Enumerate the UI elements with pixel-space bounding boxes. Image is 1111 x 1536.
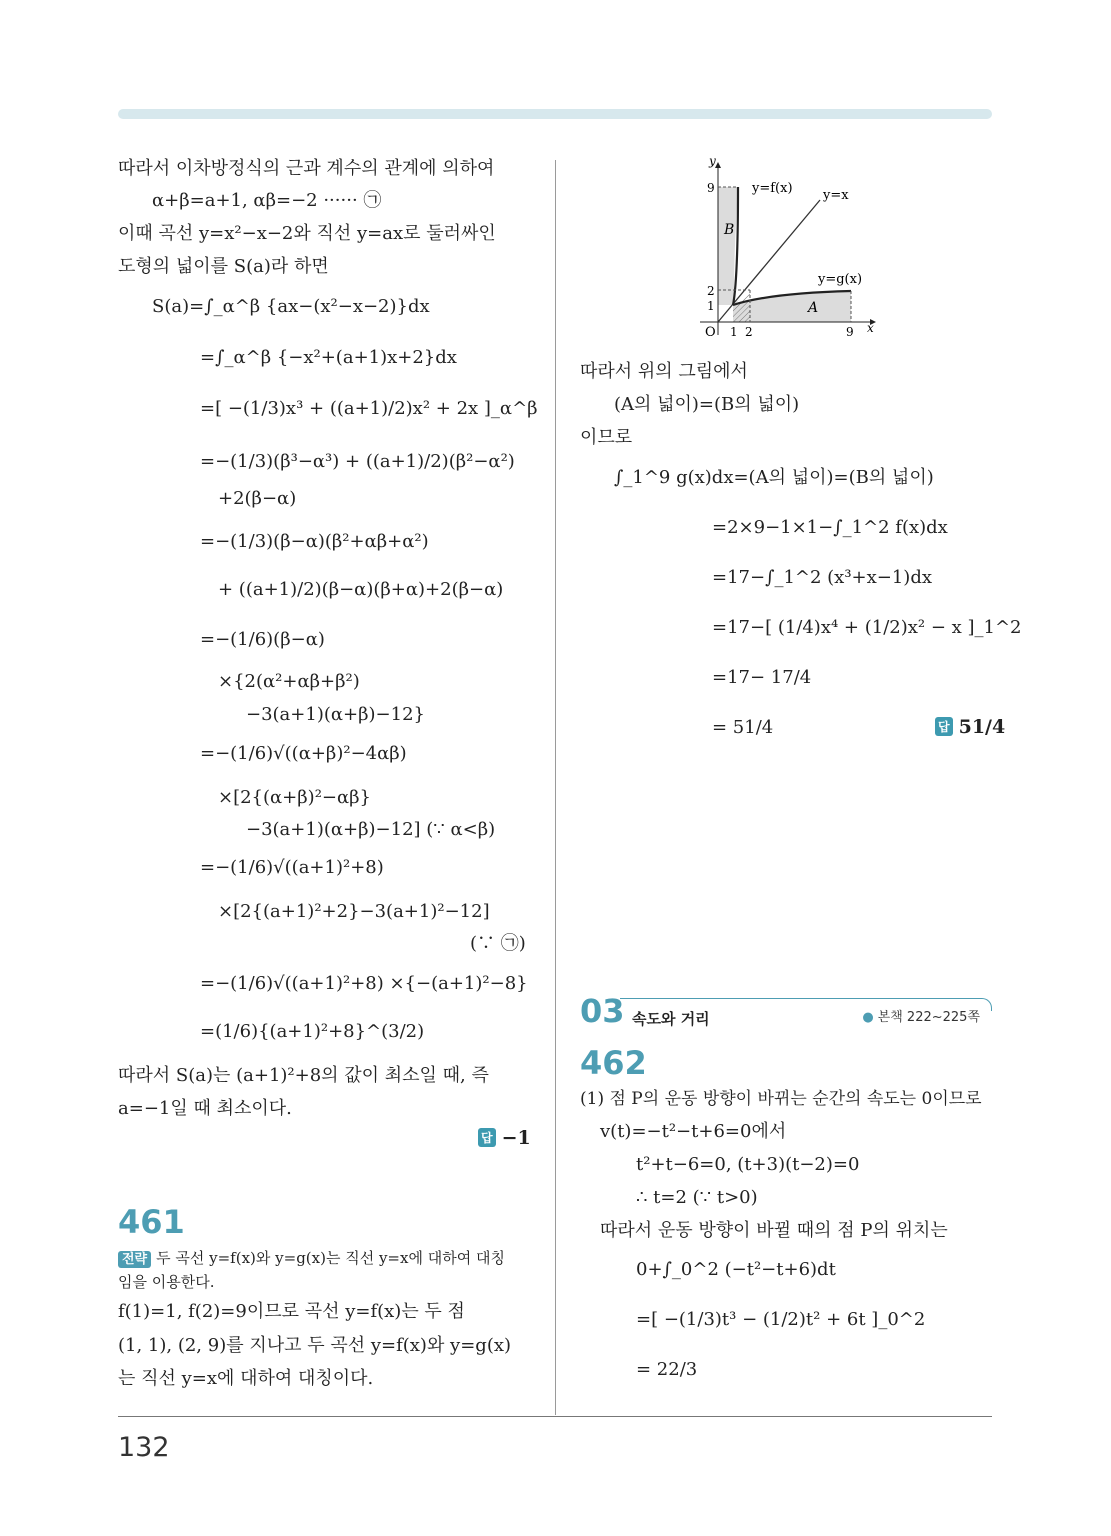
math-line: ×[2{(α+β)²−αβ} bbox=[218, 787, 372, 808]
text-line: 이때 곡선 y=x²−x−2와 직선 y=ax로 둘러싸인 bbox=[118, 223, 496, 244]
math-line: =−(1/6)√((a+1)²+8) ×{−(a+1)²−8} bbox=[200, 973, 528, 994]
text-line: a=−1일 때 최소이다. bbox=[118, 1098, 292, 1119]
section-header bbox=[580, 992, 992, 1032]
math-line: = 22/3 bbox=[636, 1359, 698, 1380]
region-a-label: A bbox=[808, 300, 819, 316]
y-axis-label: y bbox=[709, 154, 716, 168]
math-line: ∫_1^9 g(x)dx=(A의 넓이)=(B의 넓이) bbox=[614, 467, 934, 488]
origin-label: O bbox=[705, 325, 716, 340]
math-line: α+β=a+1, αβ=−2 ······ ㉠ bbox=[152, 190, 382, 211]
x-tick-2: 2 bbox=[745, 325, 753, 339]
answer-right bbox=[935, 716, 1005, 738]
top-decor-bar bbox=[118, 109, 992, 119]
math-line: −3(a+1)(α+β)−12] (∵ α<β) bbox=[246, 819, 496, 840]
math-line: ∴ t=2 (∵ t>0) bbox=[636, 1187, 758, 1208]
strategy-tag: 전략 bbox=[118, 1251, 151, 1268]
region-a-fill bbox=[733, 291, 851, 322]
answer-badge: 답 bbox=[935, 717, 953, 736]
answer-left bbox=[478, 1127, 531, 1149]
math-line: =(1/6){(a+1)²+8}^(3/2) bbox=[200, 1021, 425, 1042]
math-line: + ((a+1)/2)(β−α)(β+α)+2(β−α) bbox=[218, 579, 504, 600]
footer-rule bbox=[118, 1416, 992, 1417]
section-title: 속도와 거리 bbox=[632, 1010, 710, 1028]
y-axis-arrow bbox=[715, 162, 721, 168]
math-line: 0+∫_0^2 (−t²−t+6)dt bbox=[636, 1259, 836, 1280]
strategy-line: 두 곡선 y=f(x)와 y=g(x)는 직선 y=x에 대하여 대칭 bbox=[156, 1249, 505, 1267]
page-number: 132 bbox=[118, 1432, 170, 1463]
answer-badge: 답 bbox=[478, 1128, 496, 1147]
answer-value: 51/4 bbox=[958, 716, 1006, 738]
strategy-box bbox=[118, 1247, 505, 1293]
problem-number-462: 462 bbox=[580, 1044, 647, 1082]
math-line: v(t)=−t²−t+6=0에서 bbox=[600, 1121, 787, 1142]
math-line: ×{2(α²+αβ+β²) bbox=[218, 671, 360, 692]
y-tick-9: 9 bbox=[707, 181, 715, 195]
section-number: 03 bbox=[580, 992, 625, 1030]
text-line: 따라서 운동 방향이 바뀔 때의 점 P의 위치는 bbox=[600, 1220, 948, 1241]
math-line: ×[2{(a+1)²+2}−3(a+1)²−12] bbox=[218, 901, 490, 922]
math-line: =17−∫_1^2 (x³+x−1)dx bbox=[712, 567, 933, 588]
x-axis-label: x bbox=[867, 321, 874, 335]
curve-f-label: y=f(x) bbox=[752, 181, 793, 196]
section-rule bbox=[620, 998, 982, 999]
symmetry-graph bbox=[690, 150, 890, 345]
text-line: 따라서 위의 그림에서 bbox=[580, 361, 748, 382]
x-tick-9: 9 bbox=[846, 325, 854, 339]
section-rule-corner bbox=[981, 998, 992, 1011]
section-reference-text: 본책 222~225쪽 bbox=[877, 1010, 980, 1025]
math-line: =[ −(1/3)t³ − (1/2)t² + 6t ]_0^2 bbox=[636, 1309, 926, 1330]
y-tick-1: 1 bbox=[707, 299, 715, 313]
math-line: (∵ ㉠) bbox=[470, 933, 526, 954]
text-line: 따라서 S(a)는 (a+1)²+8의 값이 최소일 때, 즉 bbox=[118, 1065, 489, 1086]
text-line: 는 직선 y=x에 대하여 대칭이다. bbox=[118, 1368, 374, 1389]
math-line: −3(a+1)(α+β)−12} bbox=[246, 704, 425, 725]
column-divider bbox=[555, 160, 556, 1415]
math-line: =17− 17/4 bbox=[712, 667, 812, 688]
math-line: t²+t−6=0, (t+3)(t−2)=0 bbox=[636, 1154, 860, 1175]
math-line: =2×9−1×1−∫_1^2 f(x)dx bbox=[712, 517, 948, 538]
text-line: (1, 1), (2, 9)를 지나고 두 곡선 y=f(x)와 y=g(x) bbox=[118, 1335, 512, 1356]
math-line: +2(β−α) bbox=[218, 488, 297, 509]
problem-number-461: 461 bbox=[118, 1203, 185, 1241]
math-line: =−(1/6)√((α+β)²−4αβ) bbox=[200, 743, 407, 764]
curve-g-label: y=g(x) bbox=[818, 272, 863, 287]
text-line: 도형의 넓이를 S(a)라 하면 bbox=[118, 256, 329, 277]
math-line: S(a)=∫_α^β {ax−(x²−x−2)}dx bbox=[152, 296, 430, 317]
math-line: =∫_α^β {−x²+(a+1)x+2}dx bbox=[200, 347, 457, 368]
math-line: =−(1/3)(β−α)(β²+αβ+α²) bbox=[200, 531, 429, 552]
math-line: = 51/4 bbox=[712, 717, 774, 738]
text-line: 따라서 이차방정식의 근과 계수의 관계에 의하여 bbox=[118, 158, 495, 179]
math-line: =−(1/6)(β−α) bbox=[200, 629, 325, 650]
math-line: =17−[ (1/4)x⁴ + (1/2)x² − x ]_1^2 bbox=[712, 617, 1022, 638]
strategy-line: 임을 이용한다. bbox=[118, 1273, 215, 1291]
region-b-label: B bbox=[724, 222, 735, 238]
math-line: =−(1/6)√((a+1)²+8) bbox=[200, 857, 384, 878]
y-tick-2: 2 bbox=[707, 284, 715, 298]
section-reference bbox=[862, 1006, 980, 1025]
x-tick-1: 1 bbox=[730, 325, 738, 339]
math-line: =[ −(1/3)x³ + ((a+1)/2)x² + 2x ]_α^β bbox=[200, 398, 538, 419]
text-line: f(1)=1, f(2)=9이므로 곡선 y=f(x)는 두 점 bbox=[118, 1301, 465, 1322]
text-line: (1) 점 P의 운동 방향이 바뀌는 순간의 속도는 0이므로 bbox=[580, 1089, 982, 1109]
math-line: (A의 넓이)=(B의 넓이) bbox=[614, 394, 800, 415]
text-line: 이므로 bbox=[580, 427, 633, 448]
line-label: y=x bbox=[823, 188, 849, 203]
math-line: =−(1/3)(β³−α³) + ((a+1)/2)(β²−α²) bbox=[200, 451, 515, 472]
answer-value: −1 bbox=[501, 1127, 531, 1149]
bullet-icon: ● bbox=[862, 1010, 874, 1025]
